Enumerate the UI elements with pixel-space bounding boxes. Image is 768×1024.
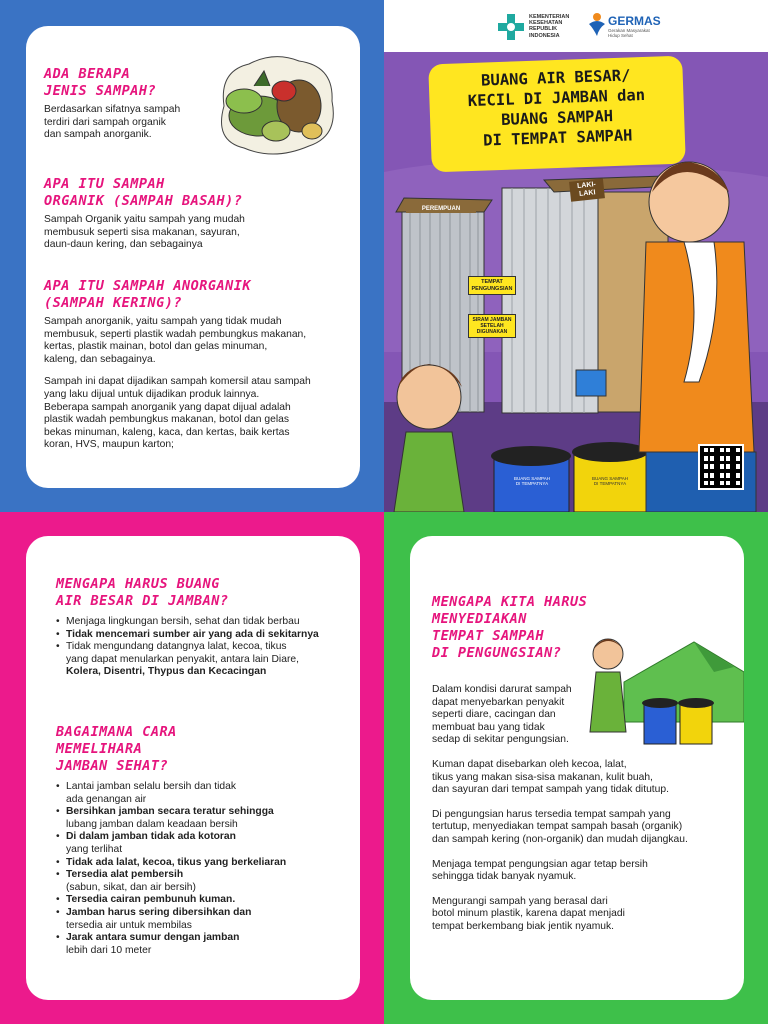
heading-line: AIR BESAR DI JAMBAN? <box>56 593 229 609</box>
body-line: tikus yang makan sisa-sisa makanan, kulit buah, <box>432 771 653 783</box>
bullet-text: Tersedia cairan pembunuh kuman. <box>66 894 236 906</box>
body-line: Mengurangi sampah yang berasal dari <box>432 895 608 907</box>
list-item <box>56 781 356 806</box>
body-line: dan sampah anorganik. <box>44 129 152 141</box>
panel-pink <box>0 512 384 1024</box>
body-line: membuat bau yang tidak <box>432 721 545 733</box>
list-item <box>56 806 356 831</box>
list-item <box>56 616 356 629</box>
list-item <box>56 831 356 856</box>
body-line: membusuk, seperti plastik wadah pembungkus makanan, <box>44 328 307 340</box>
logo-header <box>384 0 768 52</box>
germas-logo-sub <box>608 28 650 38</box>
list-item <box>56 641 356 679</box>
list-item <box>56 869 356 894</box>
body-line: kertas, plastik mainan, botol dan gelas minuman, <box>44 341 268 353</box>
bullet-list <box>56 781 356 957</box>
body-line: Sampah Organik yaitu sampah yang mudah <box>44 214 245 225</box>
body-line: koran, HVS, maupun karton; <box>44 439 174 451</box>
body-line: bekas minuman, kaleng, kaca, dan kertas, baik kertas <box>44 426 290 438</box>
bullet-text: Menjaga lingkungan bersih, sehat dan tidak berbau <box>66 616 300 627</box>
title-line: BUANG AIR BESAR/ <box>480 66 631 90</box>
list-item <box>56 907 356 932</box>
heading-line: MENYEDIAKAN <box>432 611 527 627</box>
list-item <box>56 932 356 957</box>
section-anorganic <box>44 278 349 452</box>
bin-label-line: DI TEMPATNYA <box>515 481 549 486</box>
logo-text-line: REPUBLIK <box>529 26 558 33</box>
bullet-subtext: yang dapat menularkan penyakit, antara lain Diare, <box>66 653 299 665</box>
body-line: terdiri dari sampah organik <box>44 116 166 128</box>
body-line: Dalam kondisi darurat sampah <box>432 684 572 695</box>
heading-line: MEMELIHARA <box>56 741 143 757</box>
sign-line: LAKI- <box>576 181 597 190</box>
bullet-text: Jarak antara sumur dengan jamban <box>66 932 240 944</box>
card-jamban <box>26 536 360 1000</box>
panel-green <box>384 512 768 1024</box>
sign-line: LAKI <box>578 189 596 198</box>
body-line: tempat berkembang biak jentik nyamuk. <box>432 920 615 932</box>
body-line: dapat menyebarkan penyakit <box>432 696 565 708</box>
card-waste-types <box>26 26 360 488</box>
card-shelter-bins <box>410 536 744 1000</box>
panel-blue <box>0 0 384 512</box>
heading-line: DI PENGUNGSIAN? <box>432 645 562 661</box>
body-line: Di pengungsian harus tersedia tempat sampah yang <box>432 808 671 820</box>
bullet-subtext: (sabun, sikat, dan air bersih) <box>66 881 196 893</box>
body-line: yang laku dijual untuk dijadikan produk lainnya. <box>44 388 260 400</box>
heading-line: MENGAPA KITA HARUS <box>432 594 588 610</box>
body-line: Beberapa sampah anorganik yang dapat dijual adalah <box>44 401 291 413</box>
list-item <box>56 894 356 907</box>
bullet-subtext: tersedia air untuk membilas <box>66 919 192 931</box>
bullet-subtext: ada genangan air <box>66 793 147 805</box>
bullet-text: Tidak mencemari sumber air yang ada di sekitarnya <box>66 628 319 640</box>
sign-siram <box>468 314 516 338</box>
body-line: botol minum plastik, karena dapat menjadi <box>432 908 625 920</box>
body-line: tertutup, menyediakan tempat sampah basah (organik) <box>432 821 683 833</box>
cover-title-box <box>428 56 686 173</box>
list-item <box>56 629 356 642</box>
body-line: Berdasarkan sifatnya sampah <box>44 104 181 115</box>
panel-cover <box>384 0 768 512</box>
body-line: Menjaga tempat pengungsian agar tetap bersih <box>432 858 648 870</box>
bullet-subtext: yang terlihat <box>66 843 123 855</box>
bullet-list <box>56 616 356 679</box>
body-line: plastik wadah pembungkus makanan, botol dan gelas <box>44 414 289 426</box>
logo-text-line: INDONESIA <box>529 32 560 39</box>
body-line: sedap di sekitar pengungsian. <box>432 734 569 746</box>
qr-code-icon[interactable] <box>698 444 744 490</box>
bullet-subtext: Kolera, Disentri, Thypus dan Kecacingan <box>66 666 267 678</box>
logo-text-line: Gerakan Masyarakat <box>608 28 650 33</box>
germas-logo-icon <box>587 12 607 38</box>
logo-text-line: KESEHATAN <box>529 20 563 27</box>
logo-text-line: Hidup Sehat <box>608 33 633 38</box>
bullet-text: Tersedia alat pembersih <box>66 869 184 881</box>
heading-line: BAGAIMANA CARA <box>56 724 177 740</box>
bin-label-line: BUANG SAMPAH <box>592 476 628 481</box>
body-line: Sampah ini dapat dijadikan sampah komersil atau sampah <box>44 376 311 388</box>
heading-line: ORGANIK (SAMPAH BASAH)? <box>44 193 243 209</box>
section-maintain-jamban <box>56 724 356 957</box>
body-line: dan sampah kering (non-organik) dan mudah dijangkau. <box>432 833 688 845</box>
sign-line: SETELAH <box>480 323 504 329</box>
bin-label-line: BUANG SAMPAH <box>514 476 550 481</box>
bullet-text: Bersihkan jamban secara teratur sehingga <box>66 806 274 818</box>
sign-pengungsian <box>468 276 516 295</box>
body-line: kaleng, dan sebagainya. <box>44 353 156 365</box>
heading-line: ADA BERAPA <box>44 66 131 82</box>
sign-line: DIGUNAKAN <box>476 329 508 335</box>
heading-line: TEMPAT SAMPAH <box>432 628 545 644</box>
bullet-subtext: lebih dari 10 meter <box>66 944 152 956</box>
bullet-text: Tidak mengundang datangnya lalat, kecoa, tikus <box>66 641 287 653</box>
heading-line: (SAMPAH KERING)? <box>44 295 183 311</box>
body-line: daun-daun kering, dan sebagainya <box>44 239 203 251</box>
kemenkes-logo-text <box>529 14 569 39</box>
body-line: seperti diare, cacingan dan <box>432 709 556 721</box>
section-organic <box>44 176 344 252</box>
section-shelter-heading <box>432 594 602 662</box>
body-line: Kuman dapat disebarkan oleh kecoa, lalat, <box>432 758 627 770</box>
heading-line: APA ITU SAMPAH <box>44 176 165 192</box>
bin-label-blue <box>512 476 552 486</box>
heading-line: JENIS SAMPAH? <box>44 83 157 99</box>
bullet-text: Jamban harus sering dibersihkan dan <box>66 906 252 918</box>
body-line: dan sayuran dari tempat sampah yang tidak ditutup. <box>432 784 669 796</box>
logo-text-line: KEMENTERIAN <box>529 14 570 20</box>
heading-line: MENGAPA HARUS BUANG <box>56 576 220 592</box>
section-why-jamban <box>56 576 356 679</box>
sign-line: PENGUNGSIAN <box>471 285 513 292</box>
sign-perempuan: PEREMPUAN <box>406 205 476 213</box>
sign-laki <box>569 178 605 201</box>
sign-line: TEMPAT <box>481 279 503 285</box>
body-line: Sampah anorganik, yaitu sampah yang tidak mudah <box>44 316 282 327</box>
section-shelter-body <box>432 684 737 934</box>
bin-label-yellow <box>590 476 630 486</box>
bin-label-line: DI TEMPATNYA <box>593 481 627 486</box>
body-line: sehingga tidak banyak nyamuk. <box>432 871 577 883</box>
heading-line: JAMBAN SEHAT? <box>56 758 169 774</box>
bullet-text: Di dalam jamban tidak ada kotoran <box>66 831 236 843</box>
bullet-text: Lantai jamban selalu bersih dan tidak <box>66 781 237 792</box>
title-line: KECIL DI JAMBAN dan <box>467 85 646 111</box>
sign-line: SIRAM JAMBAN <box>472 317 512 323</box>
bullet-subtext: lubang jamban dalam keadaan bersih <box>66 818 238 830</box>
body-line: membusuk seperti sisa makanan, sayuran, <box>44 226 240 238</box>
list-item <box>56 857 356 870</box>
cover-title <box>430 64 683 153</box>
heading-line: APA ITU SAMPAH ANORGANIK <box>44 278 252 294</box>
title-line: DI TEMPAT SAMPAH <box>482 126 633 150</box>
bullet-text: Tidak ada lalat, kecoa, tikus yang berkeliaran <box>66 856 287 868</box>
germas-logo-text: GERMAS <box>608 14 661 28</box>
kemenkes-logo-icon <box>496 12 526 42</box>
title-line: BUANG SAMPAH <box>500 107 614 129</box>
section-waste-types <box>44 66 344 142</box>
